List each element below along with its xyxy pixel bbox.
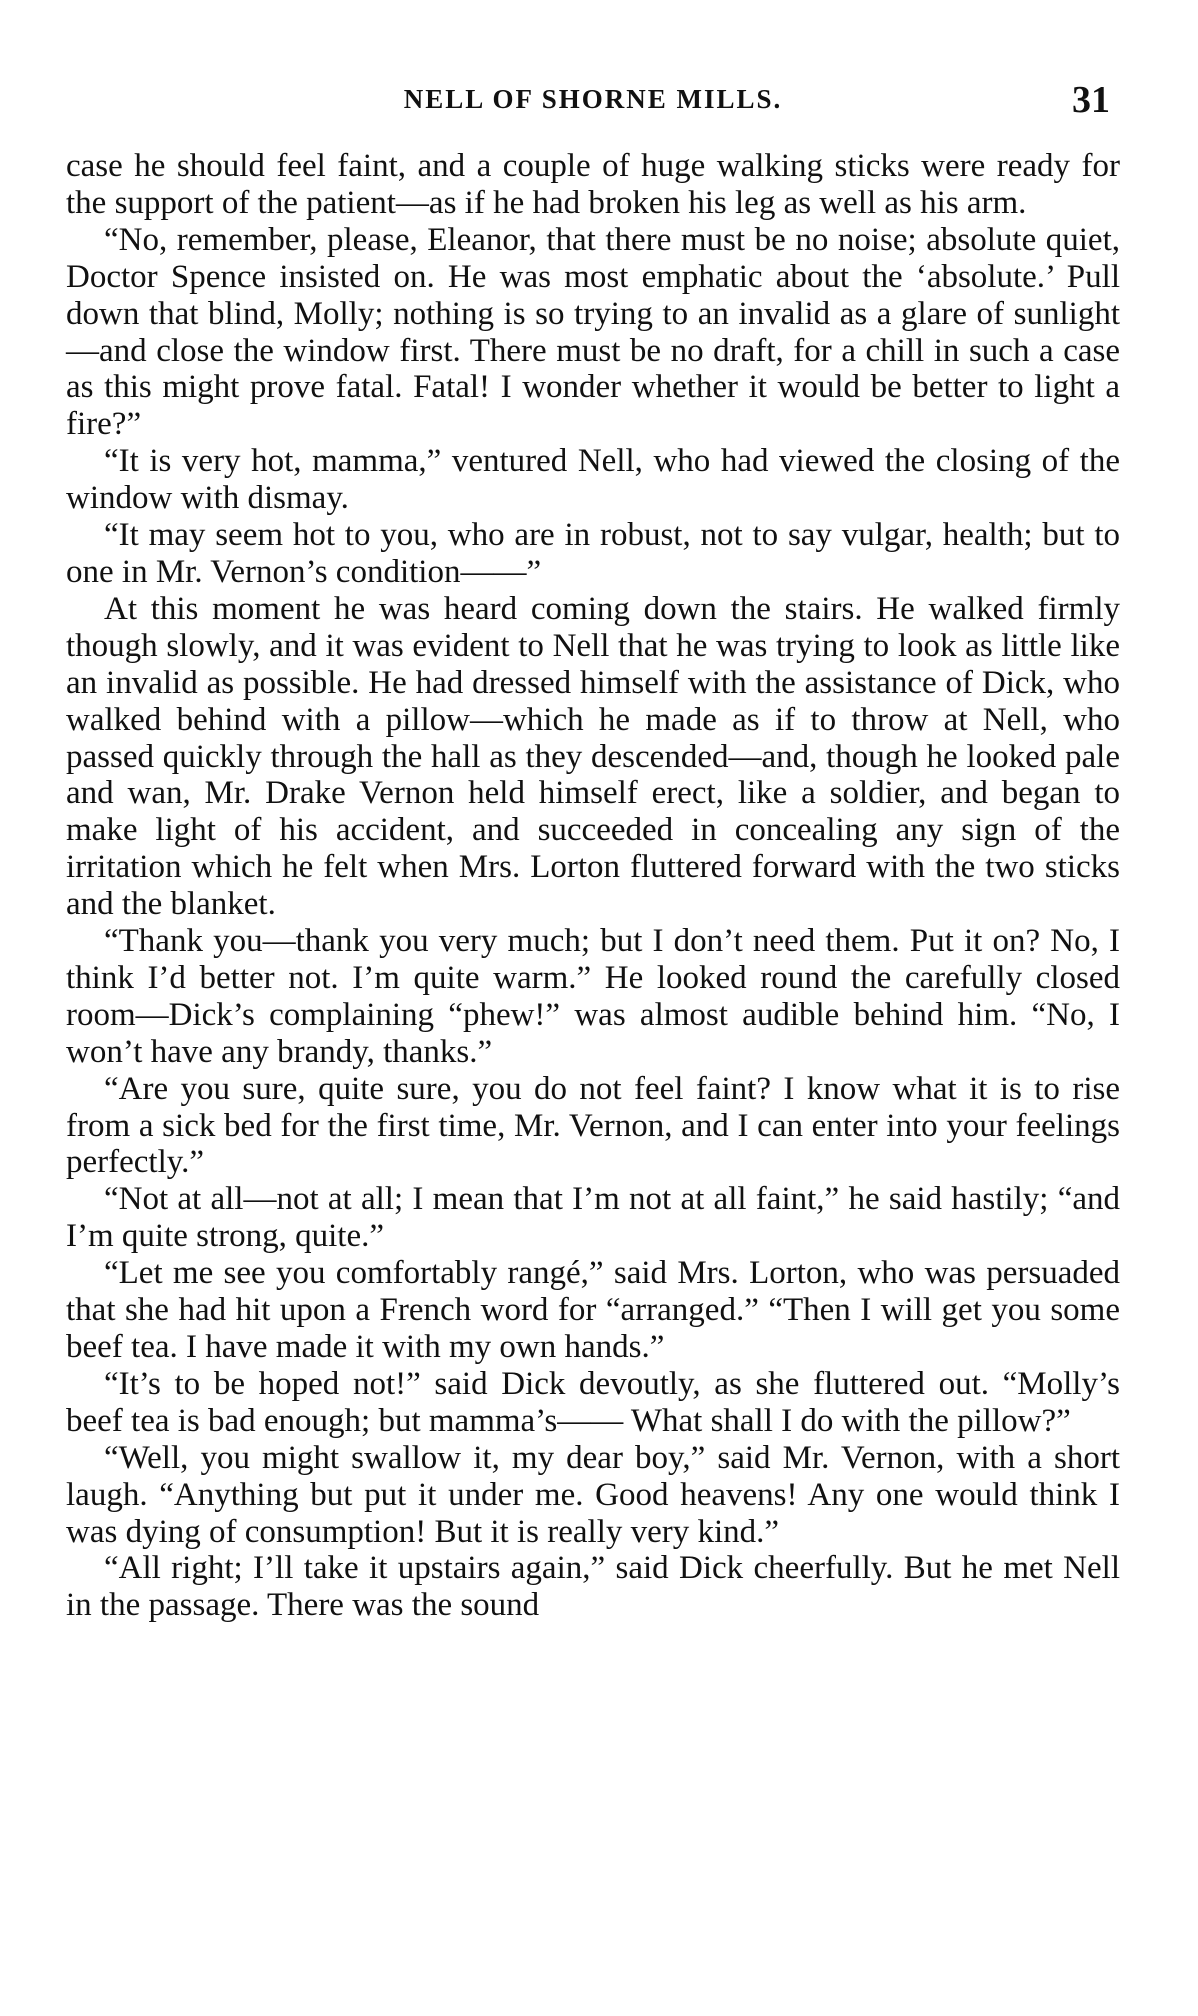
paragraph: At this moment he was heard coming down the stairs. He walked firmly though slowly, and it was evident to Nell that he was trying to look as little like an invalid as possible. He had dressed himself with the assistance of Dick, who walked behind with a pillow—which he made as if to throw at Nell, who passed quickly through the hall as they descended—and, though he looked pale and wan, Mr. Drake Vernon held himself erect, like a soldier, and began to make light of his accident, and succeeded in concealing any sign of the irritation which he felt when Mrs. Lorton fluttered forward with the two sticks and the blanket.	[66, 590, 1120, 923]
paragraph: “Well, you might swallow it, my dear boy,” said Mr. Vernon, with a short laugh. “Anything but put it under me. Good heavens! Any one would think I was dying of consumption! But it is really very kind.”	[66, 1439, 1120, 1550]
paragraph: “It may seem hot to you, who are in robust, not to say vulgar, health; but to one in Mr. Vernon’s condition——”	[66, 517, 1120, 590]
body-text	[66, 148, 1120, 1624]
running-head	[66, 78, 1120, 138]
paragraph: “Are you sure, quite sure, you do not feel faint? I know what it is to rise from a sick bed for the first time, Mr. Vernon, and I can enter into your feelings perfectly.”	[66, 1070, 1120, 1181]
paragraph: “No, remember, please, Eleanor, that there must be no noise; absolute quiet, Doctor Spence insisted on. He was most emphatic about the ‘absolute.’ Pull down that blind, Molly; nothing is so trying to an invalid as a glare of sunlight—and close the window first. There must be no draft, for a chill in such a case as this might prove fatal. Fatal! I wonder whether it would be better to light a fire?”	[66, 221, 1120, 443]
paragraph: “Thank you—thank you very much; but I don’t need them. Put it on? No, I think I’d better not. I’m quite warm.” He looked round the carefully closed room—Dick’s complaining “phew!” was almost audible behind him. “No, I won’t have any brandy, thanks.”	[66, 923, 1120, 1070]
paragraph: “It is very hot, mamma,” ventured Nell, who had viewed the closing of the window with dismay.	[66, 443, 1120, 517]
paragraph: case he should feel faint, and a couple of huge walking sticks were ready for the support of the patient—as if he had broken his leg as well as his arm.	[66, 148, 1120, 221]
page-number: 31	[1072, 79, 1110, 121]
paragraph: “All right; I’ll take it upstairs again,” said Dick cheerfully. But he met Nell in the passage. There was the sound	[66, 1550, 1120, 1624]
paragraph: “Not at all—not at all; I mean that I’m not at all faint,” he said hastily; “and I’m quite strong, quite.”	[66, 1181, 1120, 1255]
running-title: NELL OF SHORNE MILLS.	[403, 84, 783, 114]
paragraph: “It’s to be hoped not!” said Dick devoutly, as she fluttered out. “Molly’s beef tea is bad enough; but mamma’s—— What shall I do with the pillow?”	[66, 1365, 1120, 1439]
paragraph: “Let me see you comfortably rangé,” said Mrs. Lorton, who was persuaded that she had hit upon a French word for “arranged.” “Then I will get you some beef tea. I have made it with my own hands.”	[66, 1255, 1120, 1365]
